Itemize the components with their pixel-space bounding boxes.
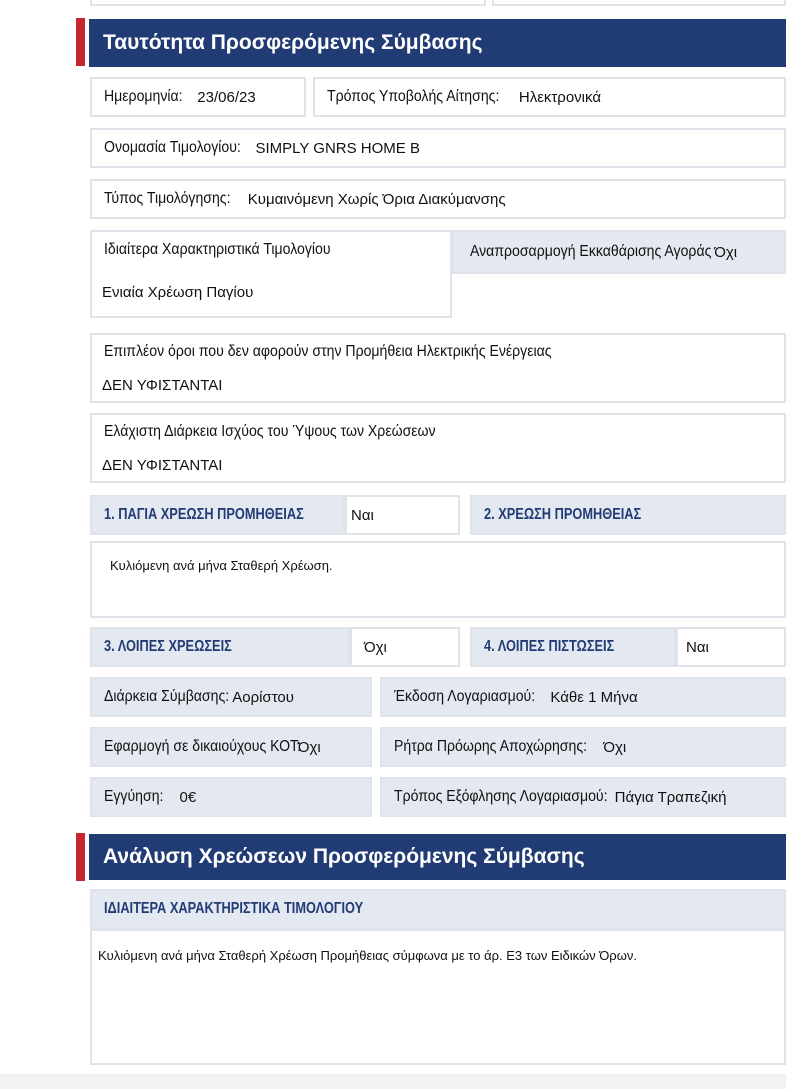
tariff-name-field: [90, 128, 786, 168]
submission-label: Τρόπος Υποβολής Αίτησης:: [327, 88, 500, 105]
tariff-features-header-text: ΙΔΙΑΙΤΕΡΑ ΧΑΡΑΚΤΗΡΙΣΤΙΚΑ ΤΙΜΟΛΟΓΙΟΥ: [104, 900, 364, 917]
tariff-features-body: [90, 929, 786, 1065]
contract-duration-value: Αορίστου: [232, 688, 294, 706]
special-features-field: [90, 230, 452, 318]
billing-type-label: Τύπος Τιμολόγησης:: [104, 190, 231, 207]
early-exit-value: Όχι: [603, 738, 627, 756]
invoice-frequency-value: Κάθε 1 Μήνα: [550, 688, 638, 706]
other-credits-header: [470, 627, 676, 667]
market-adjustment-value: Όχι: [714, 243, 738, 261]
invoice-frequency-label: Έκδοση Λογαριασμού:: [394, 688, 536, 705]
page-bottom-edge: [0, 1074, 786, 1089]
market-adjustment-field: [452, 230, 786, 274]
extra-terms-label: Επιπλέον όροι που δεν αφορούν στην Προμήθεια Ηλεκτρικής Ενέργειας: [104, 343, 552, 360]
guarantee-value: 0€: [179, 788, 197, 806]
submission-value: Ηλεκτρονικά: [518, 88, 602, 106]
fixed-charge-value: Ναι: [351, 506, 374, 524]
section-title-text: Ανάλυση Χρεώσεων Προσφερόμενης Σύμβασης: [103, 845, 585, 868]
fixed-charge-description-box: [90, 541, 786, 618]
top-partial-box-left: [90, 0, 486, 6]
date-value: 23/06/23: [197, 88, 256, 106]
early-exit-field: [380, 727, 786, 767]
other-credits-value: Ναι: [686, 638, 709, 656]
other-credits-value-box: [676, 627, 786, 667]
kot-label: Εφαρμογή σε δικαιούχους ΚΟΤ:: [104, 738, 302, 755]
tariff-features-header: [90, 889, 786, 929]
top-partial-box-right: [492, 0, 786, 6]
payment-method-label: Τρόπος Εξόφλησης Λογαριασμού:: [394, 788, 608, 805]
payment-method-field: [380, 777, 786, 817]
date-field: [90, 77, 306, 117]
kot-value: Όχι: [297, 738, 321, 756]
invoice-frequency-field: [380, 677, 786, 717]
other-charges-value-box: [350, 627, 460, 667]
fixed-charge-value-box: [345, 495, 460, 535]
other-charges-header: [90, 627, 350, 667]
fixed-charge-header: [90, 495, 345, 535]
billing-type-value: Κυμαινόμενη Χωρίς Όρια Διακύμανσης: [247, 190, 506, 208]
section-accent-bar: [76, 833, 85, 881]
other-charges-value: Όχι: [364, 638, 387, 656]
other-credits-label: 4. ΛΟΙΠΕΣ ΠΙΣΤΩΣΕΙΣ: [484, 638, 615, 655]
payment-method-value: Πάγια Τραπεζική: [614, 788, 727, 806]
contract-duration-label: Διάρκεια Σύμβασης:: [104, 688, 230, 705]
supply-charge-label: 2. ΧΡΕΩΣΗ ΠΡΟΜΗΘΕΙΑΣ: [484, 506, 642, 523]
billing-type-field: [90, 179, 786, 219]
date-label: Ημερομηνία:: [104, 88, 183, 105]
guarantee-field: [90, 777, 372, 817]
guarantee-label: Εγγύηση:: [104, 788, 164, 805]
submission-field: [313, 77, 786, 117]
fixed-charge-label: 1. ΠΑΓΙΑ ΧΡΕΩΣΗ ΠΡΟΜΗΘΕΙΑΣ: [104, 506, 304, 523]
market-adjustment-label: Αναπροσαρμογή Εκκαθάρισης Αγοράς: [470, 243, 712, 260]
tariff-name-label: Ονομασία Τιμολογίου:: [104, 139, 241, 156]
other-charges-label: 3. ΛΟΙΠΕΣ ΧΡΕΩΣΕΙΣ: [104, 638, 232, 655]
special-features-label: Ιδιαίτερα Χαρακτηριστικά Τιμολογίου: [104, 241, 331, 258]
min-duration-label: Ελάχιστη Διάρκεια Ισχύος του Ύψους των Χρεώσεων: [104, 423, 436, 440]
section-accent-bar: [76, 18, 85, 66]
section-title-charges-analysis: [89, 834, 786, 880]
supply-charge-header: [470, 495, 786, 535]
early-exit-label: Ρήτρα Πρόωρης Αποχώρησης:: [394, 738, 588, 755]
min-duration-field: [90, 413, 786, 483]
min-duration-value: ΔΕΝ ΥΦΙΣΤΑΝΤΑΙ: [102, 457, 223, 474]
contract-duration-field: [90, 677, 372, 717]
kot-field: [90, 727, 372, 767]
extra-terms-value: ΔΕΝ ΥΦΙΣΤΑΝΤΑΙ: [102, 377, 223, 394]
extra-terms-field: [90, 333, 786, 403]
tariff-features-text: Κυλιόμενη ανά μήνα Σταθερή Χρέωση Προμήθειας σύμφωνα με το άρ. Ε3 των Ειδικών Όρων.: [98, 948, 637, 963]
section-title-contract-identity: [89, 19, 786, 67]
special-features-value: Ενιαία Χρέωση Παγίου: [102, 284, 254, 301]
section-title-text: Ταυτότητα Προσφερόμενης Σύμβασης: [103, 31, 483, 54]
tariff-name-value: SIMPLY GNRS HOME B: [255, 139, 420, 157]
fixed-charge-description: Κυλιόμενη ανά μήνα Σταθερή Χρέωση.: [110, 558, 333, 573]
